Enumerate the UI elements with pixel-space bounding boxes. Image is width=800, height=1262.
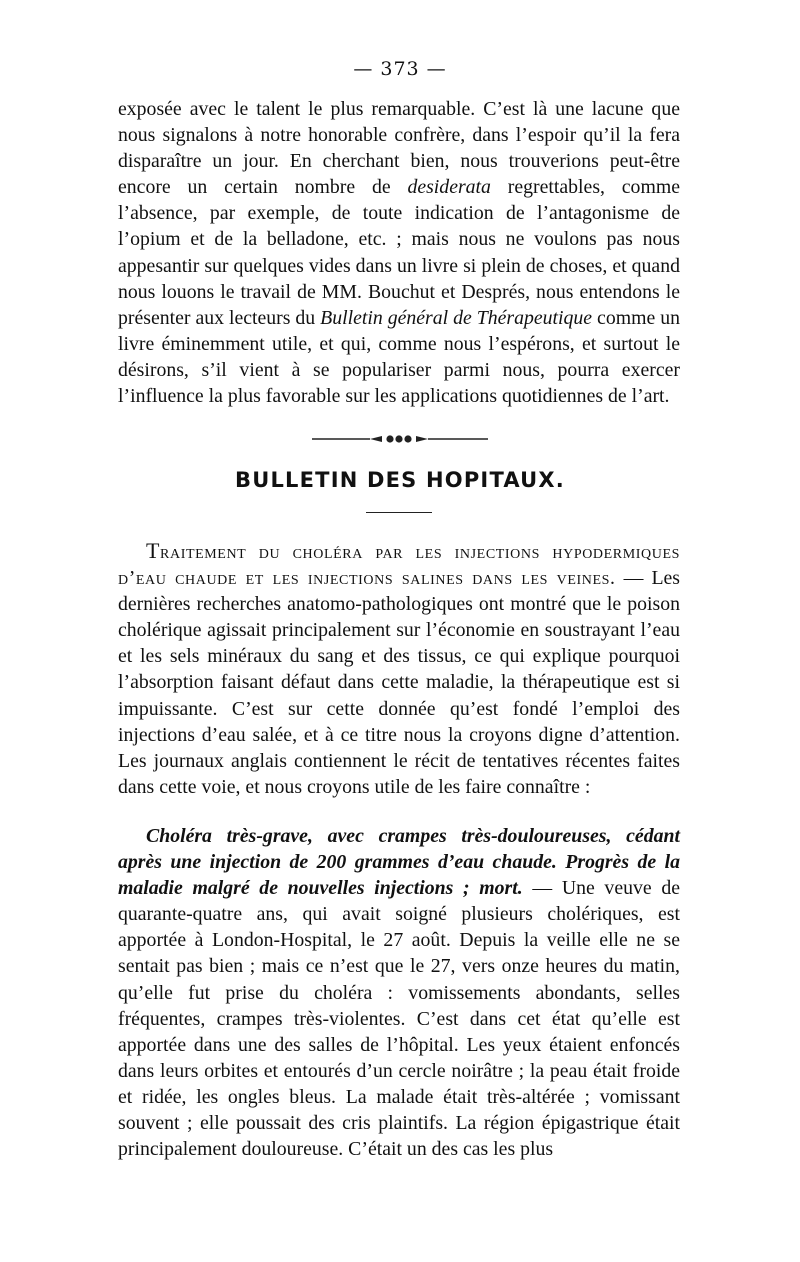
case-text: Choléra très-grave, avec crampes très-douloureuses, cédant après une injection de 200 grammes d’eau chaude. Progrès de la maladie malgré de nouvelles injections ; mort. — Une veuve de quarante-quatre ans, qui avait soigné plusieurs cholériques, est apportée à London-Hospital, le 27 août. Depuis la veille elle ne se sentait pas bien ; mais ce n’est que le 27, vers onze heures du matin, qu’elle fut prise du choléra : vomissements abondants, selles fréquentes, crampes très-violentes. C’est dans cet état qu’elle est apportée dans une des salles de l’hôpital. Les yeux étaient enfoncés dans leurs orbites et entourés d’un cercle noirâtre ; la peau était froide et ridée, les ongles bleus. La malade était très-altérée ; vomissant souvent ; elle poussait des cris plaintifs. La région épigastrique était principalement douloureuse. C’était un des cas les plus [118, 825, 681, 1161]
journal-title: Bulletin général de Thérapeutique [320, 306, 593, 329]
section-title: BULLETIN DES HOPITAUX. [235, 468, 565, 492]
article-paragraph [118, 538, 680, 800]
case-paragraph [118, 823, 680, 1162]
case-title: Choléra très-grave, avec crampes très-douloureuses, cédant après une injection de 200 grammes d’eau chaude. Progrès de la maladie malgré de nouvelles injections ; mort. [118, 825, 680, 900]
top-paragraph [118, 96, 680, 409]
title-rule [366, 512, 432, 513]
top-paragraph-text: exposée avec le talent le plus remarquable. C’est là une lacune que nous signalons à notre honorable confrère, dans l’espoir qu’il la fera disparaître un jour. En cherchant bien, nous trouverions peut-être encore un certain nombre de desiderata regrettables, comme l’absence, par exemple, de toute indication de l’antagonisme de l’opium et de la belladone, etc. ; mais nous ne voulons pas nous appesantir sur quelques vides dans un livre si plein de choses, et quand nous louons le travail de MM. Bouchut et Després, nous entendons le présenter aux lecteurs du Bulletin général de Thérapeutique comme un livre éminemment utile, et qui, comme nous l’espérons, et surtout le désirons, s’il vient à se populariser parmi nous, pourra exercer l’influence la plus favorable sur les applications quotidiennes de l’art. [118, 98, 680, 408]
article-heading: Traitement du choléra par les injections hypodermiques d’eau chaude et les injections salines dans les veines. [118, 538, 680, 590]
emphasis-desiderata: desiderata [407, 176, 491, 199]
divider-ornament [310, 433, 490, 445]
article-text: Traitement du choléra par les injections hypodermiques d’eau chaude et les injections salines dans les veines. — Les dernières recherches anatomo-pathologiques ont montré que le poison cholérique agissait principalement sur l’économie en soustrayant l’eau et les sels minéraux du sang et des tissus, ce qui explique pourquoi l’absorption faisant défaut dans cette maladie, la thérapeutique est si impuissante. C’est sur cette donnée qu’est fondé l’emploi des injections d’eau salée, et à ce titre nous la croyons digne d’attention. Les journaux anglais contiennent le récit de tentatives récentes faites dans cette voie, et nous croyons utile de les faire connaître : [118, 538, 680, 798]
page-number: — 373 — [353, 58, 447, 80]
